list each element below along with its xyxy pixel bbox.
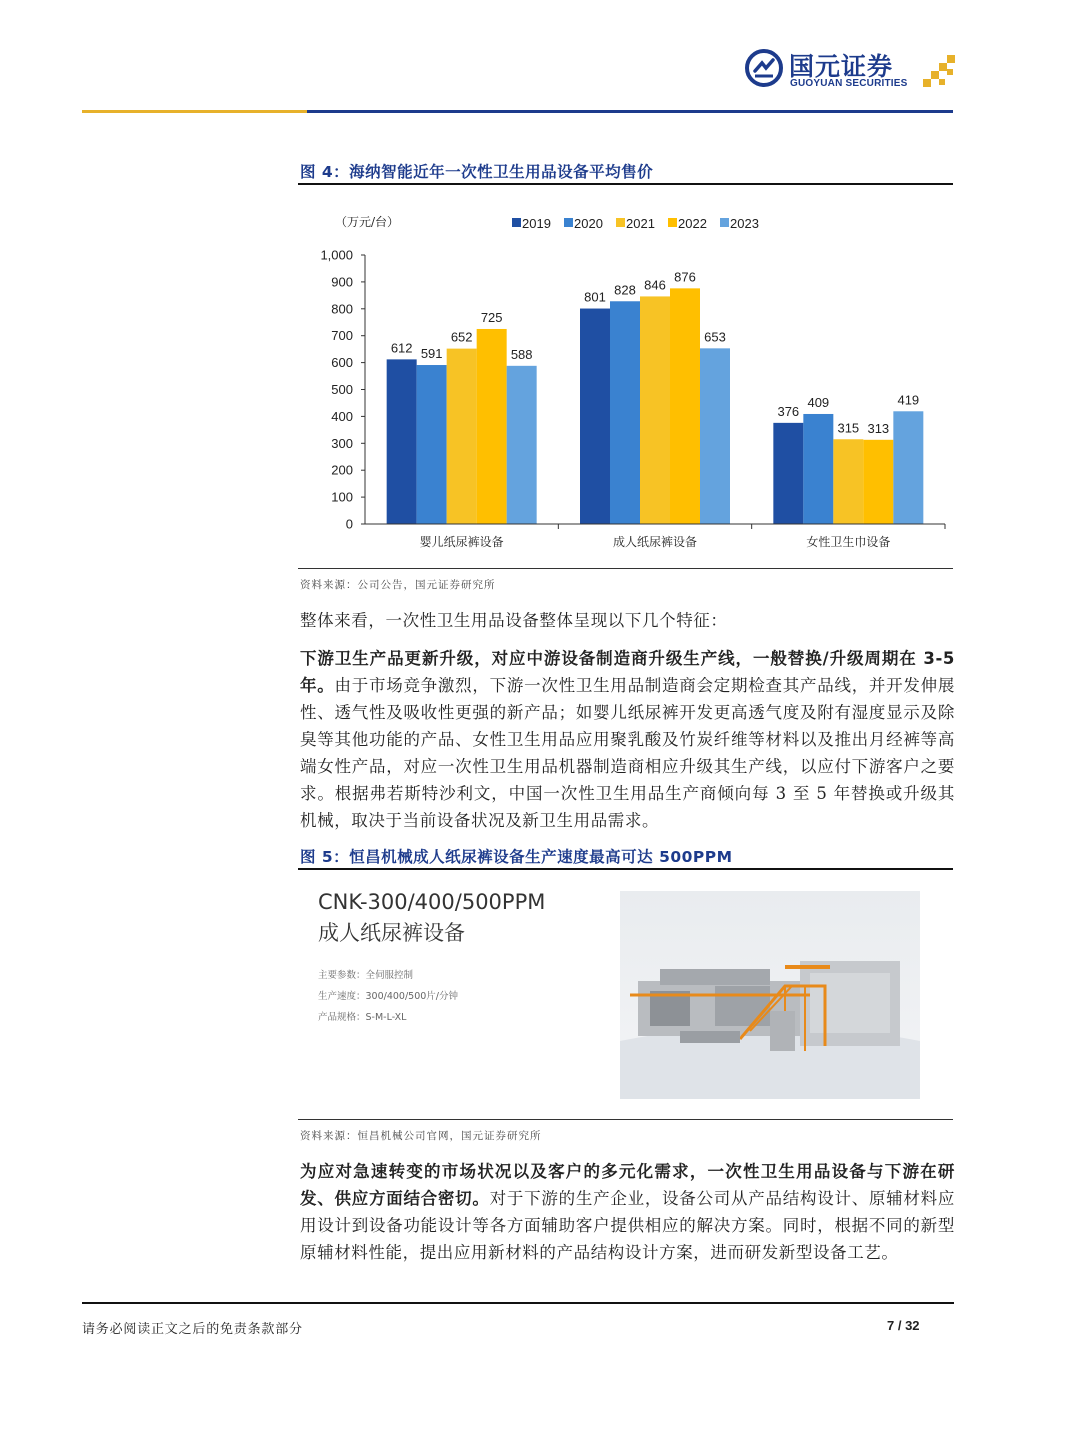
- bar-value-label: 376: [777, 403, 800, 419]
- bar-2022-0: [477, 329, 507, 524]
- legend-label-2019: 2019: [522, 216, 551, 231]
- x-category-label: 婴儿纸尿裤设备: [419, 535, 504, 549]
- bar-2021-2: [833, 439, 863, 524]
- bar-value-label: 612: [390, 340, 413, 356]
- bar-value-label: 588: [510, 346, 533, 362]
- figure4-bar-chart: [300, 200, 955, 560]
- y-tick-label: 600: [331, 355, 353, 371]
- figure5-top-rule: [298, 868, 953, 870]
- legend-label-2023: 2023: [730, 216, 759, 231]
- chart-y-axis: [320, 248, 365, 532]
- bar-value-label: 828: [614, 282, 636, 298]
- legend-swatch-2021: [616, 218, 625, 227]
- header-rule-gold: [82, 110, 307, 113]
- legend-swatch-2019: [512, 218, 521, 227]
- paragraph-rd-integration-body: 对于下游的生产企业，设备公司从产品结构设计、原辅材料应用设计到设备功能设计等各方面辅助客户提供相应的解决方案。同时，根据不同的新型原辅材料性能，提出应用新材料的产品结构设计方案，进而研发新型设备工艺。: [300, 1189, 956, 1262]
- bar-value-label: 725: [480, 309, 503, 325]
- y-tick-label: 1,000: [320, 247, 353, 263]
- y-tick-label: 0: [345, 516, 353, 532]
- chart-unit-label: （万元/台）: [335, 215, 400, 229]
- paragraph-upgrade-cycle: [300, 645, 955, 834]
- legend-label-2021: 2021: [626, 216, 655, 231]
- bar-value-label: 315: [837, 420, 860, 436]
- y-tick-label: 500: [331, 382, 353, 397]
- figure4-title: 图 4：海纳智能近年一次性卫生用品设备平均售价: [300, 163, 654, 181]
- chart-bars: [387, 269, 924, 524]
- bar-value-label: 652: [450, 329, 473, 345]
- figure5-title: 图 5：恒昌机械成人纸尿裤设备生产速度最高可达 500PPM: [300, 848, 733, 866]
- y-tick-label: 700: [331, 328, 353, 344]
- bar-2020-0: [417, 365, 447, 524]
- bar-2021-1: [640, 296, 670, 524]
- bar-value-label: 846: [644, 277, 666, 293]
- brand-logo: [745, 47, 960, 95]
- paragraph-rd-integration-lead: 为应对急速转变的市场状况以及客户的多元化需求，一次性卫生用品设备与下游在研发、供应方面结合密切。: [300, 1162, 955, 1208]
- figure5-product-name: 成人纸尿裤设备: [318, 921, 465, 945]
- y-tick-label: 200: [331, 462, 353, 478]
- bar-2023-0: [507, 366, 537, 524]
- footer-disclaimer: 请务必阅读正文之后的免责条款部分: [82, 1322, 303, 1337]
- header-rule-navy: [307, 110, 953, 113]
- bar-2020-1: [610, 301, 640, 524]
- legend-swatch-2020: [564, 218, 573, 227]
- brand-name-en: GUOYUAN SECURITIES: [790, 78, 908, 89]
- legend-label-2020: 2020: [574, 216, 603, 231]
- figure5-model: CNK-300/400/500PPM: [318, 890, 546, 914]
- brand-squares-icon: [921, 53, 957, 89]
- legend-swatch-2023: [720, 218, 729, 227]
- bar-2023-1: [700, 348, 730, 524]
- legend-label-2022: 2022: [678, 216, 707, 231]
- bar-2019-1: [580, 309, 610, 524]
- chart-legend: [512, 216, 759, 231]
- x-category-label: 成人纸尿裤设备: [612, 535, 698, 549]
- intro-paragraph: 整体来看，一次性卫生用品设备整体呈现以下几个特征：: [300, 611, 728, 630]
- bar-2021-0: [447, 349, 477, 524]
- figure5-spec-speed: 生产速度：300/400/500片/分钟: [318, 991, 458, 1002]
- bar-value-label: 801: [584, 289, 606, 305]
- figure4-bottom-rule: [298, 568, 953, 569]
- figure5-spec-size: 产品规格：S-M-L-XL: [318, 1012, 407, 1023]
- bar-2022-2: [863, 440, 893, 524]
- bar-2022-1: [670, 288, 700, 524]
- x-category-label: 女性卫生巾设备: [806, 535, 891, 549]
- paragraph-rd-integration: [300, 1158, 955, 1266]
- bar-value-label: 876: [674, 269, 696, 285]
- bar-2023-2: [893, 411, 923, 524]
- y-tick-label: 300: [331, 435, 353, 451]
- bar-value-label: 409: [807, 394, 830, 410]
- figure5-spec-control: 主要参数：全伺服控制: [318, 970, 414, 981]
- machine-photo: [620, 891, 920, 1099]
- figure5-bottom-rule: [298, 1119, 953, 1120]
- legend-swatch-2022: [668, 218, 677, 227]
- figure5-source: 资料来源：恒昌机械公司官网，国元证券研究所: [300, 1130, 542, 1142]
- bar-2019-2: [773, 423, 803, 524]
- bar-value-label: 591: [420, 346, 443, 362]
- y-tick-label: 800: [331, 301, 353, 317]
- paragraph-upgrade-cycle-body: 由于市场竞争激烈，下游一次性卫生用品制造商会定期检查其产品线，并开发伸展性、透气性及吸收性更强的新产品；如婴儿纸尿裤开发更高透气度及附有湿度显示及除臭等其他功能的产品、女性卫生用品应用聚乳酸及竹炭纤维等材料以及推出月经裤等高端女性产品，对应一次性卫生用品机器制造商相应升级其生产线，以应付下游客户之要求。根据弗若斯特沙利文，中国一次性卫生用品生产商倾向每 3 至 5 年替换或升级其机械，取决于当前设备状况及新卫生用品需求。: [300, 676, 955, 830]
- figure4-top-rule: [298, 183, 953, 185]
- bar-2019-0: [387, 359, 417, 524]
- paragraph-upgrade-cycle-lead: 下游卫生产品更新升级，对应中游设备制造商升级生产线，一般替换/升级周期在 3-5 年。: [300, 649, 955, 695]
- y-tick-label: 400: [331, 408, 353, 424]
- bar-value-label: 653: [704, 329, 726, 345]
- bar-2020-2: [803, 414, 833, 524]
- footer-rule: [82, 1302, 954, 1304]
- bar-value-label: 313: [867, 420, 890, 436]
- figure4-source: 资料来源：公司公告，国元证券研究所: [300, 579, 496, 591]
- brand-name-cn: 国元证券: [789, 52, 894, 81]
- bar-value-label: 419: [897, 392, 920, 408]
- y-tick-label: 100: [331, 489, 353, 505]
- page-number: 7 / 32: [887, 1318, 920, 1333]
- y-tick-label: 900: [331, 274, 353, 290]
- chart-x-axis: [365, 524, 945, 549]
- brand-emblem-icon: [745, 49, 783, 87]
